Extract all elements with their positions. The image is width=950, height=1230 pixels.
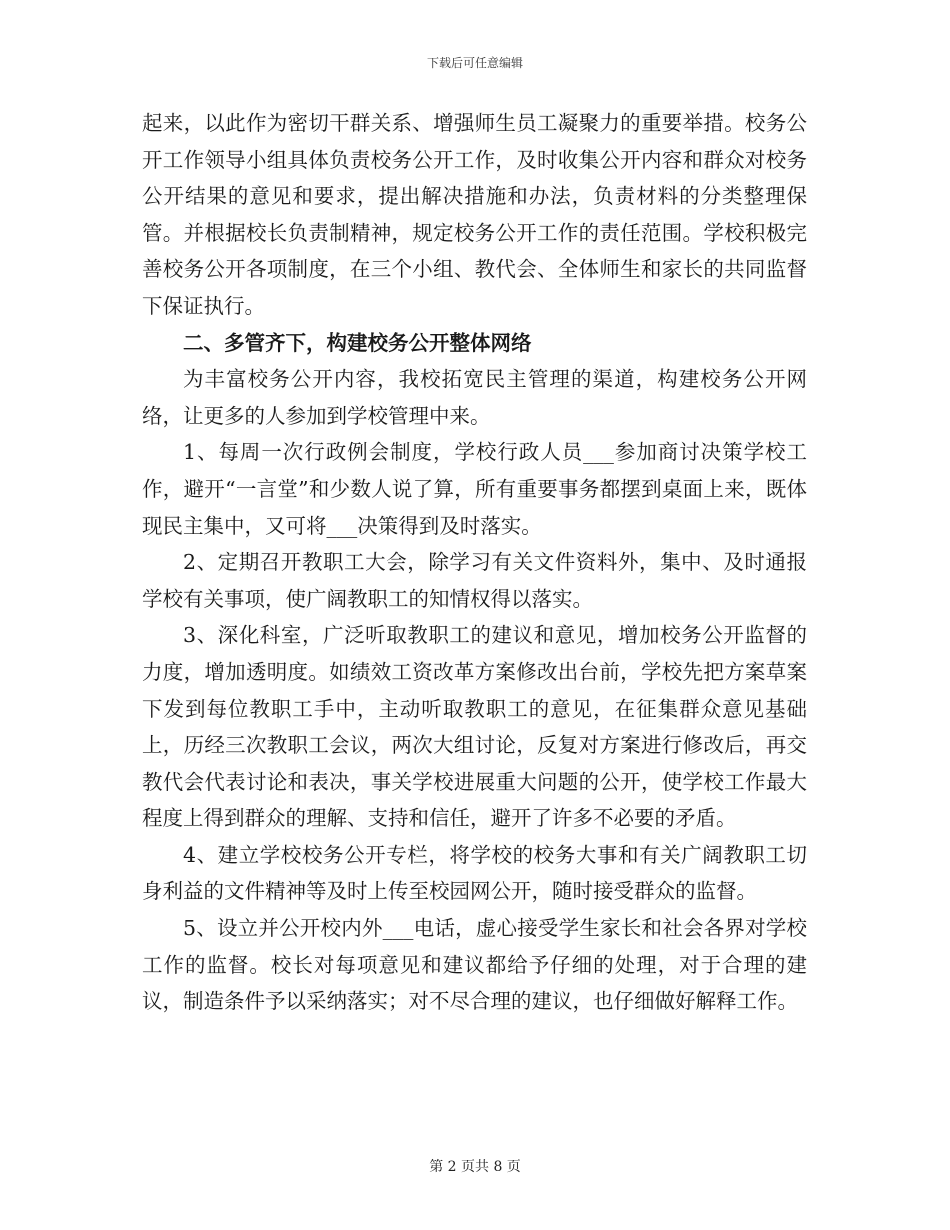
- paragraph-intro: 为丰富校务公开内容，我校拓宽民主管理的渠道，构建校务公开网络，让更多的人参加到学校管理中来。: [142, 367, 807, 428]
- list-item-4: 4、建立学校校务公开专栏，将学校的校务大事和有关广阔教职工切身利益的文件精神等及时上传至校园网公开，随时接受群众的监督。: [142, 842, 807, 904]
- paragraph-continuation: 起来，以此作为密切干群关系、增强师生员工凝聚力的重要举措。校务公开工作领导小组具体负责校务公开工作，及时收集公开内容和群众对校务公开结果的意见和要求，提出解决措施和办法，负责材料的分类整理保管。并根据校长负责制精神，规定校务公开工作的责任范围。学校积极完善校务公开各项制度，在三个小组、教代会、全体师生和家长的共同监督下保证执行。: [142, 111, 807, 318]
- section-heading: 二、多管齐下，构建校务公开整体网络: [183, 330, 532, 355]
- list-item-1: 1、每周一次行政例会制度，学校行政人员___参加商讨决策学校工作，避开“一言堂”和少数人说了算，所有重要事务都摆到桌面上来，既体现民主集中，又可将___决策得到及时落实。: [142, 440, 807, 538]
- page-footer: 第 2 页共 8 页: [429, 1159, 521, 1175]
- document-body: [142, 105, 807, 1020]
- list-item-2: 2、定期召开教职工大会，除学习有关文件资料外，集中、及时通报学校有关事项，使广阔教职工的知情权得以落实。: [142, 550, 807, 611]
- page-header: 下载后可任意编辑: [426, 56, 523, 70]
- list-item-3: 3、深化科室，广泛听取教职工的建议和意见，增加校务公开监督的力度，增加透明度。如绩效工资改革方案修改出台前，学校先把方案草案下发到每位教职工手中，主动听取教职工的意见，在征集群众意见基础上，历经三次教职工会议，两次大组讨论，反复对方案进行修改后，再交教代会代表讨论和表决，事关学校进展重大问题的公开，使学校工作最大程度上得到群众的理解、支持和信任，避开了许多不必要的矛盾。: [142, 623, 807, 831]
- list-item-5: 5、设立并公开校内外___电话，虚心接受学生家长和社会各界对学校工作的监督。校长对每项意见和建议都给予仔细的处理，对于合理的建议，制造条件予以采纳落实；对不尽合理的建议，也仔细做好解释工作。: [142, 916, 807, 1014]
